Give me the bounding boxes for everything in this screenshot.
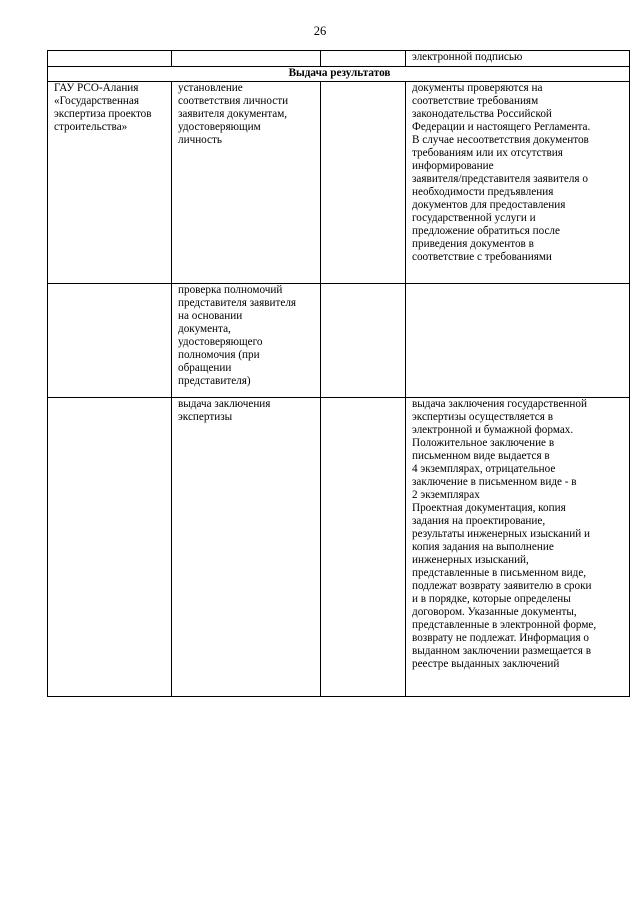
table-cell [172,51,321,67]
organization-cell: ГАУ РСО-Алания «Государственная экспертиза проектов строительства» [48,82,172,284]
table-row [48,51,630,67]
table-row [48,398,630,697]
table-cell [321,82,406,284]
procedure-table [47,50,630,697]
action-cell: выдача заключения экспертизы [172,398,321,697]
table-cell [321,398,406,697]
table-cell [48,51,172,67]
table-cell [321,284,406,398]
description-cell: документы проверяются на соответствие требованиям законодательства Российской Федерации и настоящего Регламента. В случае несоответствия документов требованиям или их отсутствия информирование заявителя/представителя заявителя о необходимости предъявления документов для предоставления государственной услуги и предложение обратиться после приведения документов в соответствие с требованиями [406,82,630,284]
organization-cell [48,398,172,697]
action-cell: проверка полномочий представителя заявителя на основании документа, удостоверяющего полномочия (при обращении представителя) [172,284,321,398]
section-header: Выдача результатов [48,67,630,82]
description-cell [406,284,630,398]
table-row [48,82,630,284]
action-cell: установление соответствия личности заявителя документам, удостоверяющим личность [172,82,321,284]
organization-cell [48,284,172,398]
page-number: 26 [313,24,327,38]
description-cell: выдача заключения государственной экспертизы осуществляется в электронной и бумажной формах. Положительное заключение в письменном виде выдается в 4 экземплярах, отрицательное заключение в письменном виде - в 2 экземплярах Проектная документация, копия задания на проектирование, результаты инженерных изысканий и копия задания на выполнение инженерных изысканий, представленные в письменном виде, подлежат возврату заявителю в сроки и в порядке, которые определены договором. Указанные документы, представленные в электронной форме, возврату не подлежат. Информация о выданном заключении размещается в реестре выданных заключений [406,398,630,697]
table-cell [321,51,406,67]
table-row [48,284,630,398]
table-cell: электронной подписью [406,51,630,67]
section-header-row [48,67,630,82]
